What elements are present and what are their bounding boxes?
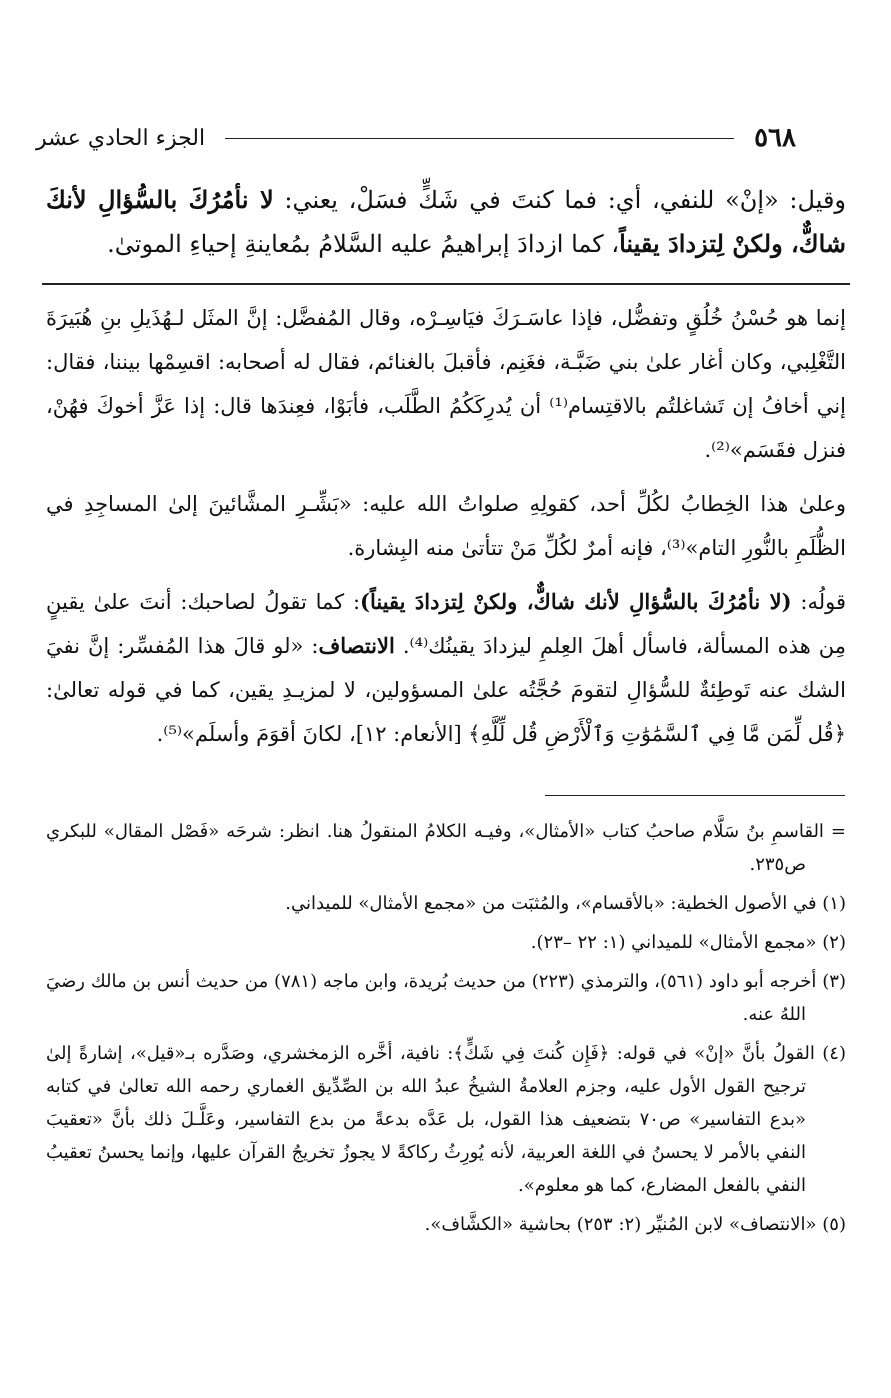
main-text-bold: لا نأمُرُكَ بالسُّؤالِ لأنكَ شاكٌّ، ولكنْ لِتزدادَ يقيناً <box>46 185 846 258</box>
commentary-paragraph: إنما هو حُسْنُ خُلُقٍ وتفضُّل، فإذا عاسَـرَكَ فيَاسِـرْه، وقال المُفضَّل: إنَّ المثَل لـهُذَيلِ بنِ هُبَيرَةَ التَّغْلِبي، وكان أغار علىٰ بني ضَبَّـة، فغَنِم، فأقبلَ بالغنائم، فقال له أصحابه: اقسِمْها بيننا، فقال: إني أخافُ إن تَشاغلتُم بالاقتِسام⁽¹⁾ أن يُدرِكَكُمُ الطَّلَب، فأبَوْا، فعِندَها قال: إذا عَزَّ أخوكَ فهُنْ، فنزل فقَسَم»⁽²⁾. <box>46 306 846 462</box>
page-number: ٥٦٨ <box>754 123 796 153</box>
text-separator <box>42 283 850 285</box>
commentary-paragraph: وعلىٰ هذا الخِطابُ لكُلِّ أحد، كقولِهِ صلواتُ الله عليه: «بَشِّـرِ المشَّائينَ إلىٰ المساجِدِ في الظُّلَمِ بالنُّورِ التام»⁽³⁾، فإنه أمرٌ لكُلِّ مَنْ تتأتىٰ منه البِشارة. <box>46 492 846 560</box>
footnote-continued: = القاسمِ بنُ سَلَّام صاحبُ كتاب «الأمثال»، وفيـه الكلامُ المنقولُ هنا. انظر: شرحَه «فَصْل المقال» للبكري ص٢٣٥. <box>46 821 846 875</box>
page-header <box>36 118 796 158</box>
commentary-lead: قولُه: <box>791 590 847 614</box>
footnote-4: (٤) القولُ بأنَّ «إنْ» في قوله: ﴿فَإِن كُنتَ فِي شَكٍّ﴾: نافية، أخَّره الزمخشري، وصَدَّره بـ«قيل»، إشارةً إلىٰ ترجيح القول الأول عليه، وجزم العلامةُ الشيخُ عبدُ الله بن الصِّدِّيق الغماري رحمه الله تعالىٰ في كتابه «بدع التفاسير» ص٧٠ بتضعيف هذا القول، بل عَدَّه بدعةً من بدع التفاسير، وعَلَّـلَ ذلك بأنَّ «تعقيبَ النفي بالأمر لا يحسنُ في اللغة العربية، لأنه يُورِثُ ركاكةً لا يجوزُ تخريجُ القرآن عليها، وإنما يحسنُ تعقيبُ النفي بالفعل المضارع، كما هو معلوم». <box>46 1043 846 1196</box>
commentary-mid: : كما تقولُ لصاحبك: أنتَ علىٰ يقينٍ مِن هذه المسألة، فاسأل أهلَ العِلمِ ليزدادَ يقينُك⁽⁴⁾. <box>46 590 847 658</box>
commentary <box>46 296 846 766</box>
footnote-5: (٥) «الانتصاف» لابن المُنيِّر (٢: ٢٥٣) بحاشية «الكشَّاف». <box>424 1214 846 1235</box>
commentary-paragraph <box>46 580 846 756</box>
main-text-tail: ، كما ازدادَ إبراهيمُ عليه السَّلامُ بمُعاينةِ إحياءِ الموتىٰ. <box>107 230 620 258</box>
footnote-rule <box>545 795 845 796</box>
footnote-1: (١) في الأصول الخطية: «بالأقسام»، والمُثبَت من «مجمع الأمثال» للميداني. <box>285 893 846 914</box>
main-text-lead: وقيل: «إنْ» للنفي، أي: فما كنتَ في شَكٍّ فسَلْ، يعني: <box>273 186 846 214</box>
source-label: الانتصاف <box>318 633 395 658</box>
footnotes <box>46 815 846 1247</box>
footnote-3: (٣) أخرجه أبو داود (٥٦١)، والترمذي (٢٢٣) من حديث بُريدة، وابن ماجه (٧٨١) من حديث أنس بن مالك رضيَ اللهُ عنه. <box>46 971 846 1025</box>
volume-title: الجزء الحادي عشر <box>36 125 206 151</box>
main-text <box>46 178 846 266</box>
footnote-2: (٢) «مجمع الأمثال» للميداني (١: ٢٢ –٢٣). <box>530 932 846 953</box>
header-rule <box>225 138 734 139</box>
quoted-text: (لا نأمُرُكَ بالسُّؤالِ لأنك شاكٌّ، ولكنْ لِتزدادَ يقيناً) <box>360 589 792 614</box>
commentary-tail: : «لو قالَ هذا المُفسِّر: إنَّ نفيَ الشك عنه تَوطِئةٌ للسُّؤالِ لتقومَ حُجَّتُه علىٰ المسؤولين، لا لمزيـدِ يقين، كما في قوله تعالىٰ: ﴿قُل لِّمَن مَّا فِي ٱلسَّمَٰوَٰتِ وَٱلْأَرْضِ قُل لِّلَّهِ﴾ [الأنعام: ١٢]، لكانَ أقوَمَ وأسلَم»⁽⁵⁾. <box>46 634 846 746</box>
